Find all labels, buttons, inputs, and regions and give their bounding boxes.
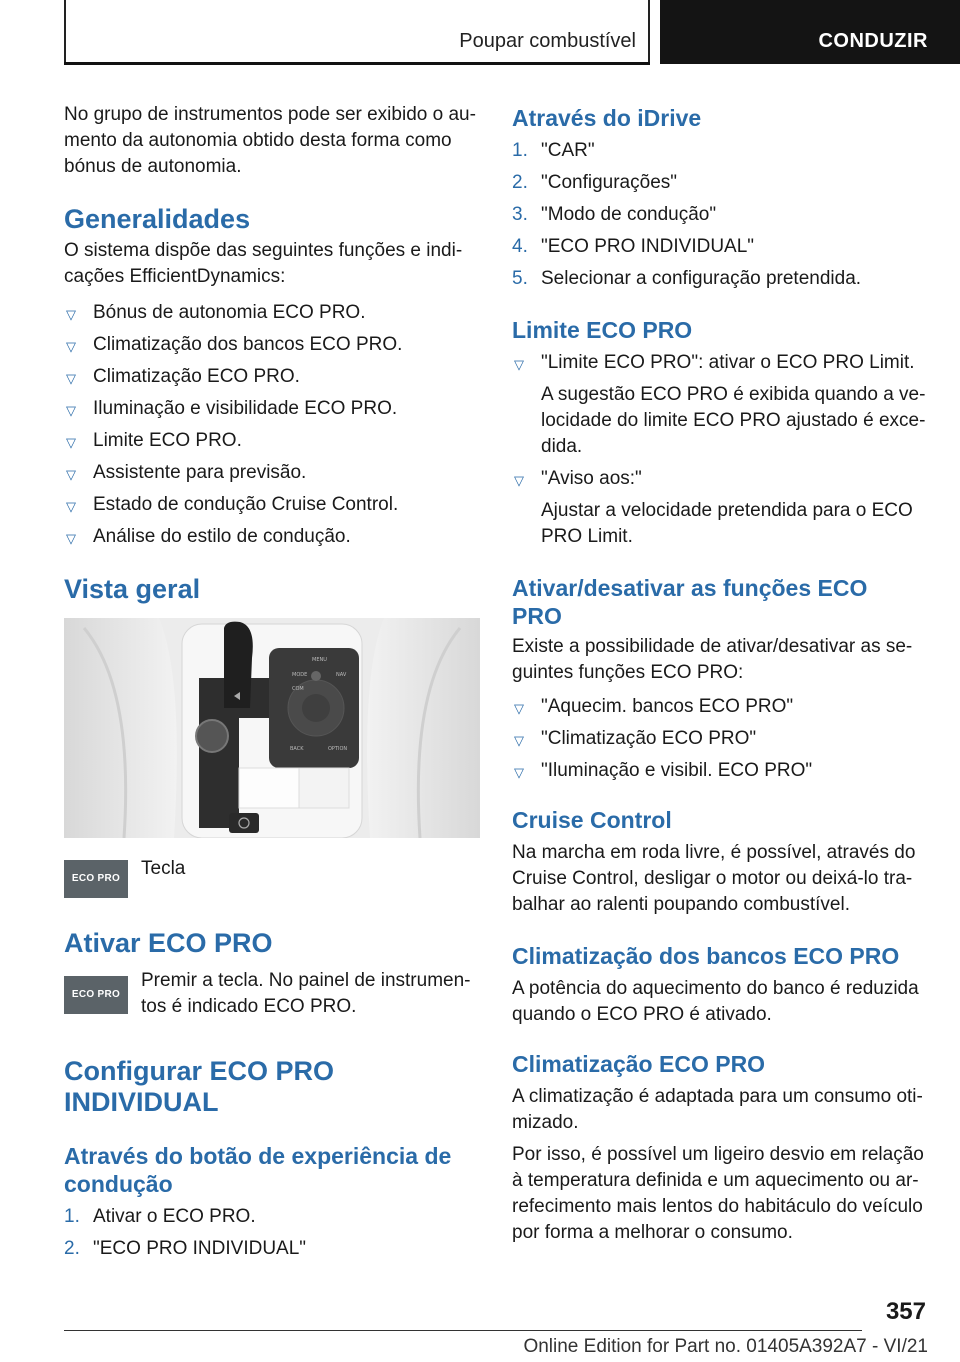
svg-text:MODE: MODE — [292, 672, 308, 678]
clima2-line-3: refecimento mais lentos do habitáculo do veículo — [512, 1196, 923, 1217]
svg-text:BACK: BACK — [290, 746, 304, 752]
heading-botao-line-2: condução — [64, 1171, 173, 1197]
step-number: 1. — [64, 1206, 80, 1227]
triangle-bullet-icon: ▽ — [514, 357, 524, 372]
limite-desc-line-2: locidade do limite ECO PRO ajustado é exce‐ — [541, 410, 926, 431]
bancos-line-2: quando o ECO PRO é ativado. — [512, 1004, 772, 1025]
triangle-bullet-icon: ▽ — [66, 435, 76, 450]
section-title: Poupar combustível — [459, 30, 636, 52]
heading-ativar-eco-pro: Ativar ECO PRO — [64, 928, 273, 958]
ativdes-line-2: guintes funções ECO PRO: — [512, 662, 744, 683]
cruise-line-3: balhar ao ralenti poupando combustível. — [512, 894, 851, 915]
clima-line-1: A climatização é adaptada para um consumo oti‐ — [512, 1086, 923, 1107]
triangle-bullet-icon: ▽ — [66, 339, 76, 354]
step-number: 3. — [512, 204, 528, 225]
ativar-line-1: Premir a tecla. No painel de instrumen‐ — [141, 970, 471, 991]
heading-limite: Limite ECO PRO — [512, 317, 693, 343]
generalidades-line-1: O sistema dispõe das seguintes funções e indi‐ — [64, 240, 463, 261]
heading-configurar-line-2: INDIVIDUAL — [64, 1087, 219, 1117]
step-number: 5. — [512, 268, 528, 289]
svg-text:MENU: MENU — [312, 657, 327, 663]
footer-rule — [64, 1330, 862, 1331]
intro-line-2: mento da autonomia obtido desta forma como — [64, 130, 452, 151]
triangle-bullet-icon: ▽ — [514, 733, 524, 748]
intro-line-1: No grupo de instrumentos pode ser exibido o au‐ — [64, 104, 476, 125]
heading-generalidades: Generalidades — [64, 204, 251, 234]
header-divider-right — [648, 0, 650, 64]
triangle-bullet-icon: ▽ — [66, 531, 76, 546]
clima2-line-2: à temperatura definida e um aquecimento ou ar‐ — [512, 1170, 919, 1191]
triangle-bullet-icon: ▽ — [66, 467, 76, 482]
header-divider-left — [64, 0, 66, 64]
cruise-line-1: Na marcha em roda livre, é possível, através do — [512, 842, 916, 863]
clima-line-2: mizado. — [512, 1112, 579, 1133]
heading-climatizacao: Climatização ECO PRO — [512, 1051, 766, 1077]
triangle-bullet-icon: ▽ — [66, 371, 76, 386]
step-number: 2. — [512, 172, 528, 193]
triangle-bullet-icon: ▽ — [514, 765, 524, 780]
eco-pro-key-icon: ECO PRO — [64, 860, 128, 898]
svg-text:OPTION: OPTION — [328, 746, 348, 752]
heading-botao-line-1: Através do botão de experiência de — [64, 1143, 452, 1169]
triangle-bullet-icon: ▽ — [514, 701, 524, 716]
limite-desc-line-1: A sugestão ECO PRO é exibida quando a ve‐ — [541, 384, 926, 405]
edition-text: Online Edition for Part no. 01405A392A7 - VI/21 — [523, 1336, 928, 1357]
limite-desc-line-3: dida. — [541, 436, 583, 457]
clima2-line-4: por forma a melhorar o consumo. — [512, 1222, 793, 1243]
aviso-desc-line-1: Ajustar a velocidade pretendida para o ECO — [541, 500, 913, 521]
chapter-tab[interactable] — [660, 0, 960, 64]
chapter-label: CONDUZIR — [818, 30, 928, 52]
svg-text:COM: COM — [292, 686, 304, 692]
heading-vista-geral: Vista geral — [64, 574, 201, 604]
heading-configurar-line-1: Configurar ECO PRO — [64, 1056, 335, 1086]
heading-ativdes-line-1: Ativar/desativar as funções ECO — [512, 575, 868, 601]
key-caption: Tecla — [141, 858, 186, 879]
triangle-bullet-icon: ▽ — [66, 499, 76, 514]
step-number: 2. — [64, 1238, 80, 1259]
header-rule — [64, 62, 650, 65]
cruise-line-2: Cruise Control, desligar o motor ou deixá-lo tra‐ — [512, 868, 913, 889]
intro-line-3: bónus de autonomia. — [64, 156, 242, 177]
step-number: 1. — [512, 140, 528, 161]
triangle-bullet-icon: ▽ — [66, 307, 76, 322]
console-illustration — [64, 618, 480, 838]
ativar-line-2: tos é indicado ECO PRO. — [141, 996, 357, 1017]
ativdes-line-1: Existe a possibilidade de ativar/desativar as se‐ — [512, 636, 913, 657]
svg-text:NAV: NAV — [336, 672, 347, 678]
heading-cruise: Cruise Control — [512, 807, 672, 833]
step-number: 4. — [512, 236, 528, 257]
triangle-bullet-icon: ▽ — [66, 403, 76, 418]
triangle-bullet-icon: ▽ — [514, 473, 524, 488]
bancos-line-1: A potência do aquecimento do banco é reduzida — [512, 978, 919, 999]
heading-idrive: Através do iDrive — [512, 105, 702, 131]
heading-ativdes-line-2: PRO — [512, 603, 562, 629]
console-photo — [64, 618, 480, 838]
clima2-line-1: Por isso, é possível um ligeiro desvio em relação — [512, 1144, 924, 1165]
aviso-desc-line-2: PRO Limit. — [541, 526, 633, 547]
generalidades-line-2: cações EfficientDynamics: — [64, 266, 286, 287]
page-number: 357 — [885, 1298, 926, 1325]
eco-pro-key-icon: ECO PRO — [64, 976, 128, 1014]
heading-bancos: Climatização dos bancos ECO PRO — [512, 943, 900, 969]
